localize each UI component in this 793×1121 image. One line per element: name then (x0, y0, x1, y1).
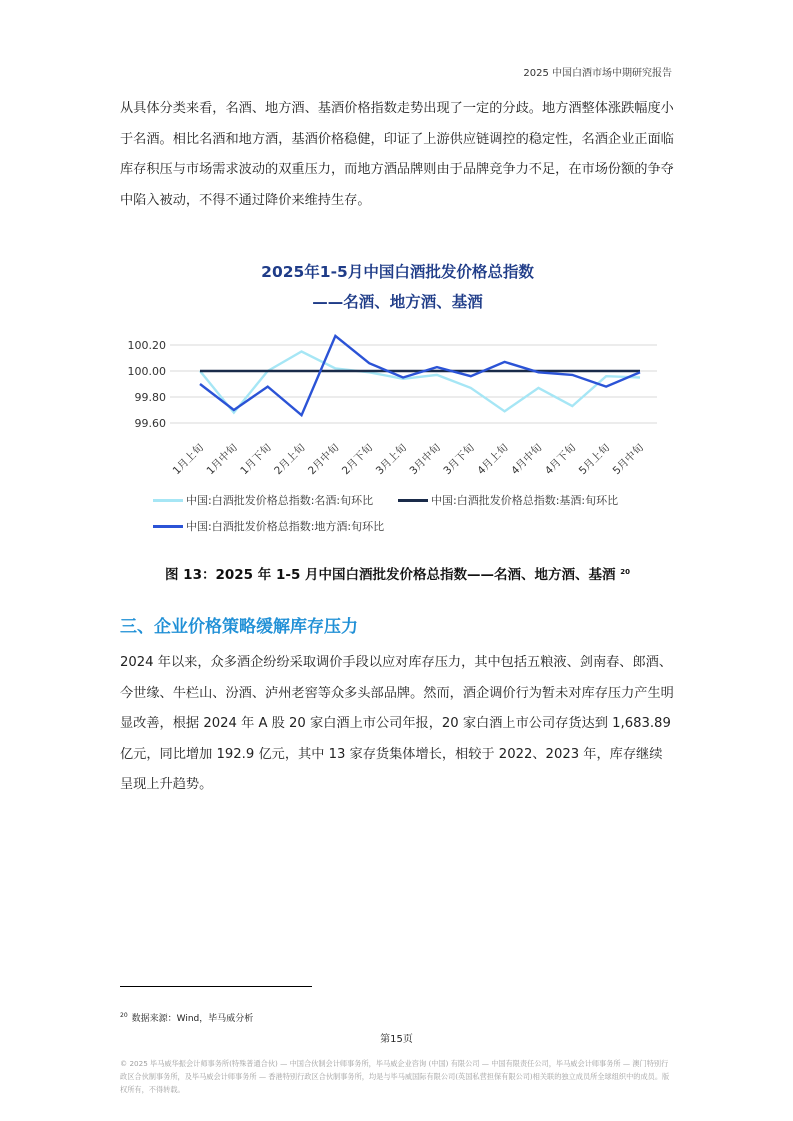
page-number: 第15页 (380, 1034, 413, 1045)
x-tick-label-8: 3月下旬 (441, 441, 477, 478)
figure-caption-text: 图 13：2025 年 1-5 月中国白酒批发价格总指数——名酒、地方酒、基酒 (164, 567, 616, 583)
footnote-text: 数据来源：Wind，毕马威分析 (131, 1014, 254, 1024)
chart-title-line-1: 2025年1-5月中国白酒批发价格总指数 (261, 263, 534, 281)
x-tick-label-6: 3月上旬 (373, 441, 410, 478)
footnote (120, 1011, 253, 1024)
x-tick-label-13: 5月中旬 (610, 441, 647, 478)
legend-swatch-mingjiu (153, 499, 183, 502)
x-tick-label-11: 4月下旬 (542, 441, 579, 478)
series-line-0 (200, 352, 640, 413)
x-tick-label-10: 4月中旬 (509, 441, 545, 478)
legend-swatch-jijiu (398, 499, 428, 502)
footnote-divider (120, 986, 312, 987)
x-tick-label-9: 4月上旬 (475, 441, 511, 478)
body-paragraph-1: 从具体分类来看，名酒、地方酒、基酒价格指数走势出现了一定的分歧。地方酒整体涨跌幅度小于名酒。相比名酒和地方酒，基酒价格稳健，印证了上游供应链调控的稳定性，名酒企业正面临库存积压与市场需求波动的双重压力，而地方酒品牌则由于品牌竞争力不足，在市场份额的争夺中陷入被动，不得不通过降价来维持生存。 (120, 101, 674, 208)
legend-item-difangjiu (153, 518, 384, 534)
x-tick-label-4: 2月中旬 (306, 441, 342, 478)
legend-label-difangjiu: 中国:白酒批发价格总指数:地方酒:旬环比 (186, 520, 385, 533)
x-tick-label-2: 1月下旬 (238, 441, 274, 478)
x-tick-label-1: 1月中旬 (204, 441, 240, 478)
y-tick-label-2: 100.00 (127, 365, 166, 378)
y-tick-label-3: 100.20 (127, 339, 166, 352)
section-title: 三、企业价格策略缓解库存压力 (120, 617, 358, 637)
body-paragraph-2: 2024 年以来，众多酒企纷纷采取调价手段以应对库存压力，其中包括五粮液、剑南春、郎酒、今世缘、牛栏山、汾酒、泸州老窖等众多头部品牌。然而，酒企调价行为暂未对库存压力产生明显改善，根据 2024 年 A 股 20 家白酒上市公司年报，20 家白酒上市公司存货达到 1,683.89 亿元，同比增加 192.9 亿元，其中 13 家存货集体增长，相较于 2022、2023 年，库存继续呈现上升趋势。 (120, 655, 674, 792)
legend-label-mingjiu: 中国:白酒批发价格总指数:名酒:旬环比 (186, 494, 374, 507)
legal-notice: © 2025 毕马威华振会计师事务所(特殊普通合伙) — 中国合伙制会计师事务所，毕马威企业咨询 (中国) 有限公司 — 中国有限责任公司，毕马威会计师事务所 — 澳门特别行政区合伙制事务所，及毕马威会计师事务所 — 香港特别行政区合伙制事务所，均是与毕马威国际有限公司(英国私营担保有限公司)相关联的独立成员所全球组织中的成员。版权所有，不得转载。 (120, 1059, 670, 1094)
x-tick-label-12: 5月上旬 (576, 441, 613, 478)
x-tick-label-3: 2月上旬 (272, 441, 308, 478)
legend-swatch-difangjiu (153, 525, 183, 528)
footnote-number: 20 (120, 1012, 128, 1019)
legend-label-jijiu: 中国:白酒批发价格总指数:基酒:旬环比 (431, 494, 619, 507)
line-chart (110, 322, 670, 487)
figure-caption-footnote-ref[interactable]: 20 (620, 568, 630, 576)
legend-item-jijiu (398, 492, 618, 508)
legend-item-mingjiu (153, 492, 373, 508)
x-tick-label-0: 1月上旬 (170, 441, 207, 478)
y-tick-label-0: 99.60 (134, 417, 166, 430)
figure-caption (120, 563, 675, 583)
x-tick-label-5: 2月下旬 (339, 441, 376, 478)
chart-title-line-2: ——名酒、地方酒、基酒 (312, 293, 483, 311)
y-tick-label-1: 99.80 (134, 391, 166, 404)
running-header: 2025 中国白酒市场中期研究报告 (523, 68, 672, 79)
x-tick-label-7: 3月中旬 (407, 441, 444, 478)
